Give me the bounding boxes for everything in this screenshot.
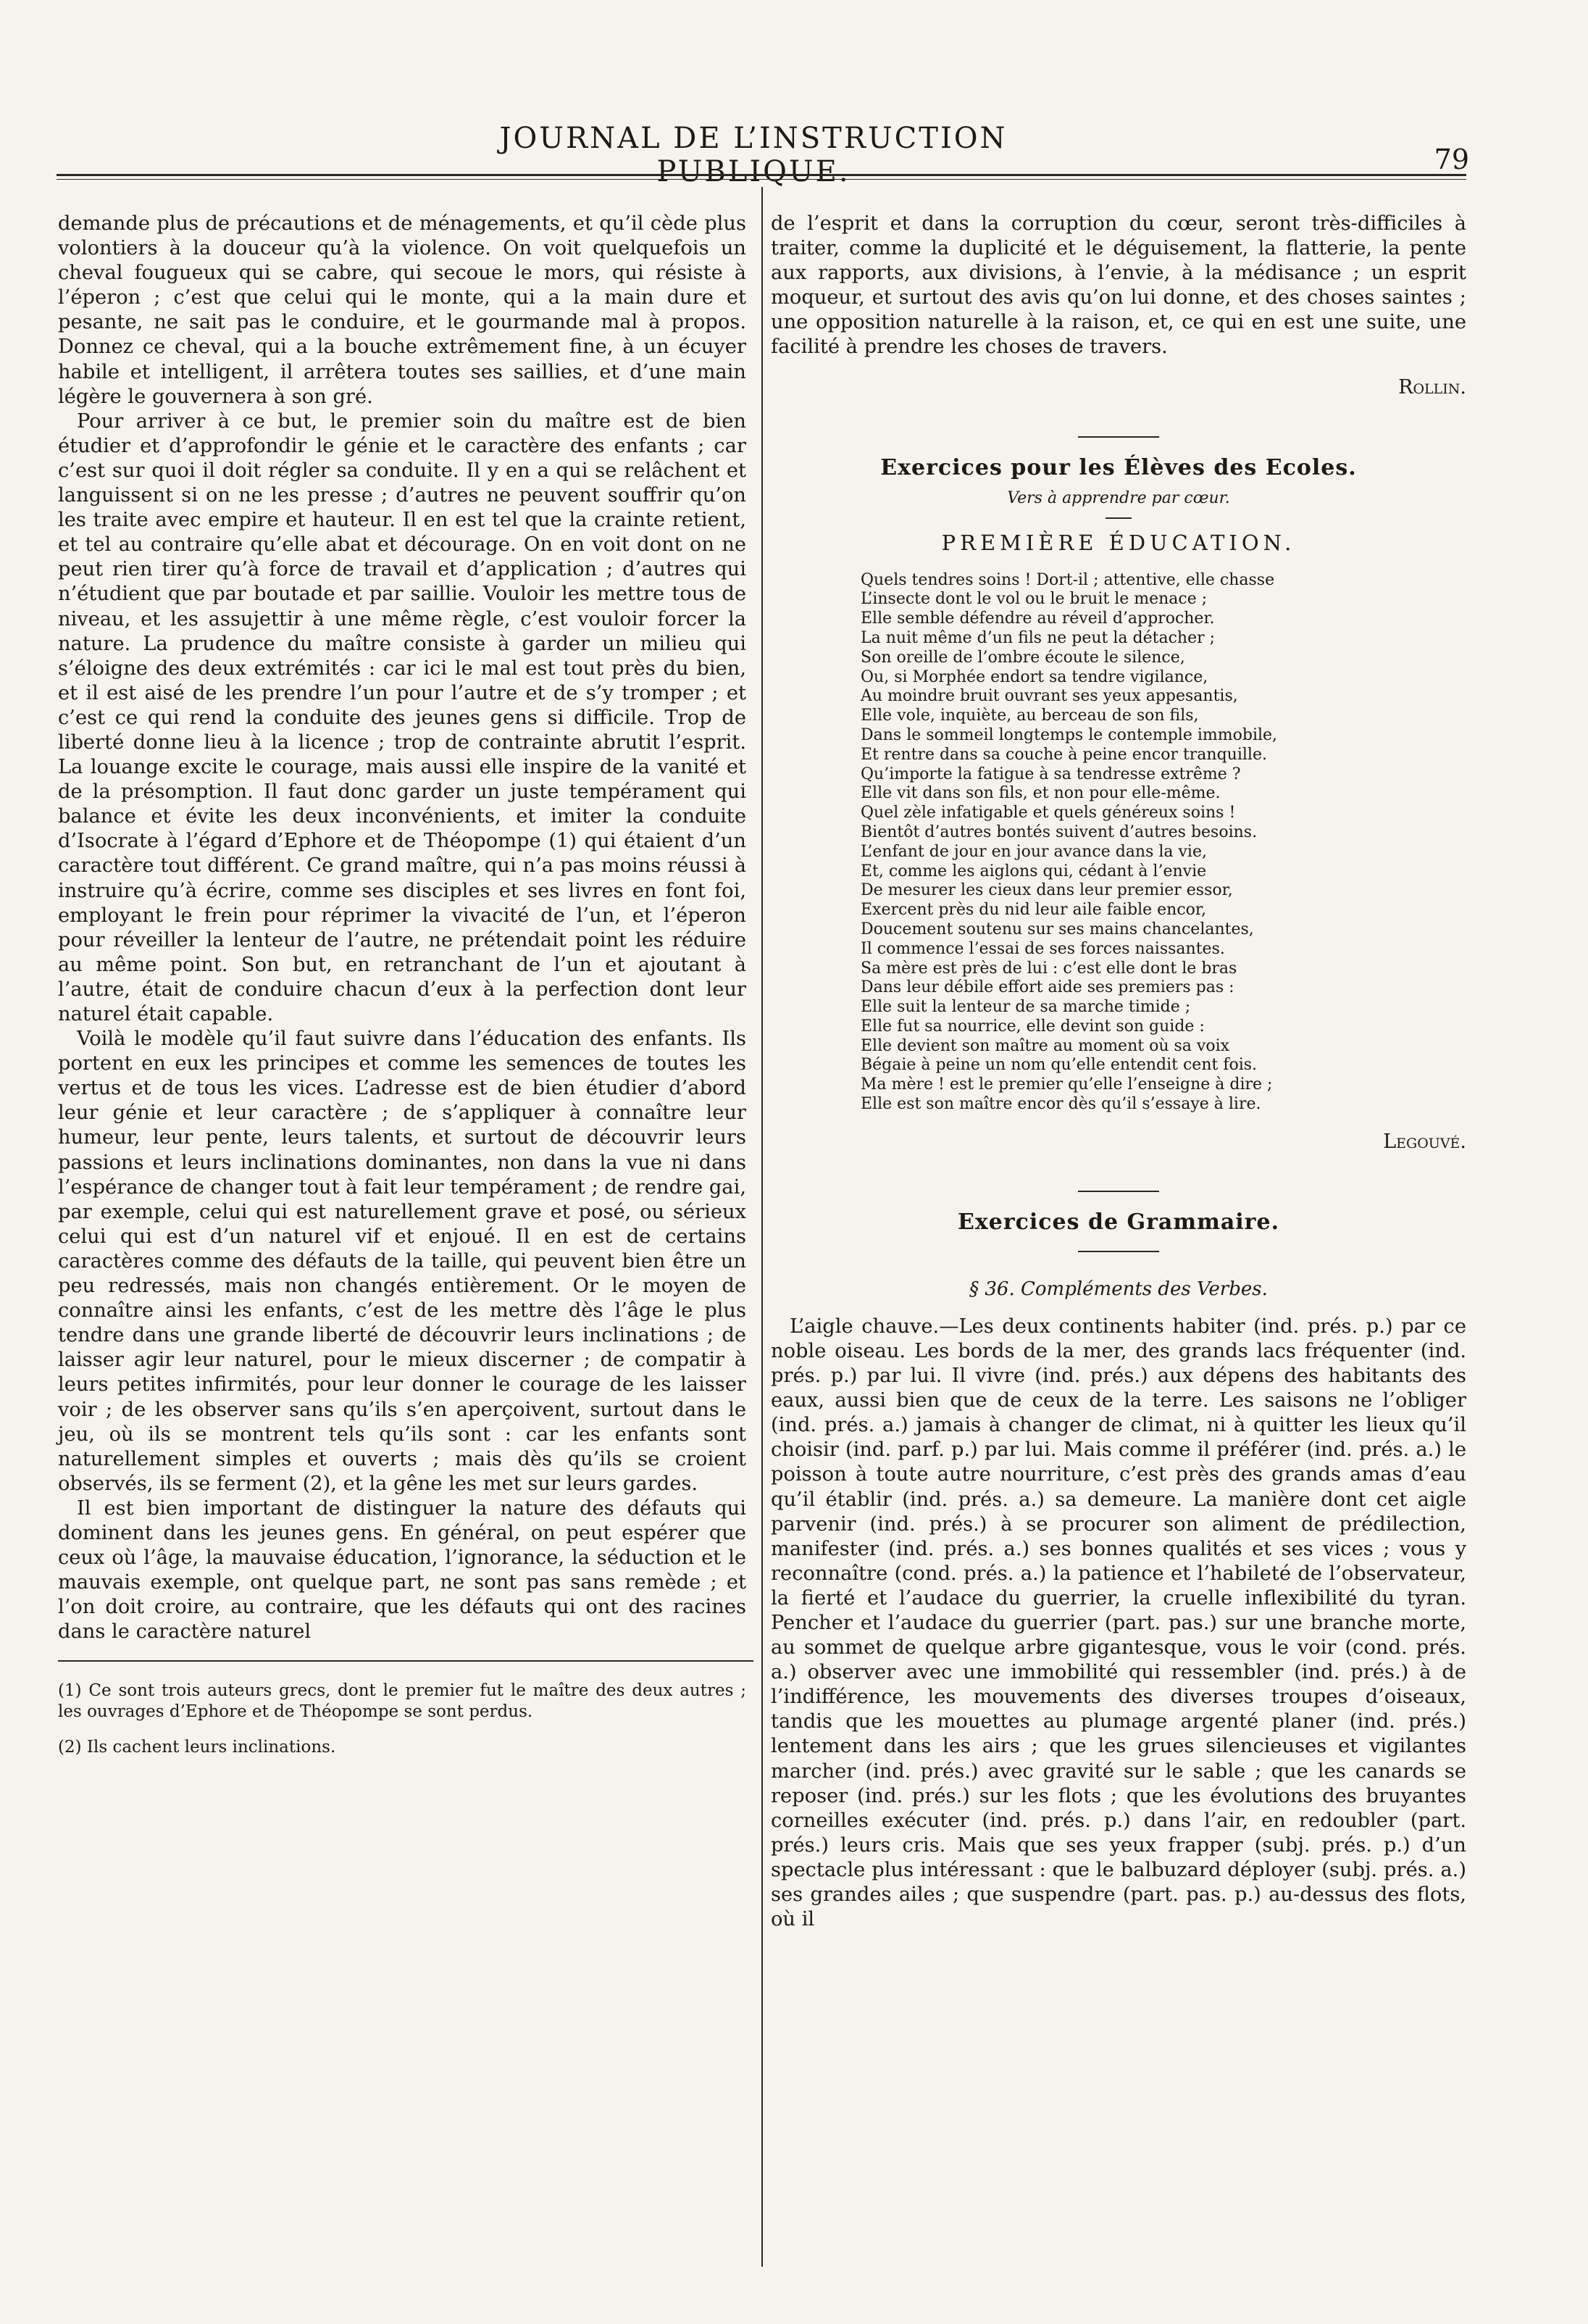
grammar-subtitle: § 36. Compléments des Verbes.	[969, 1278, 1268, 1300]
signature-rollin: Rollin.	[1398, 375, 1466, 399]
poem-line: Elle vole, inquiète, au berceau de son fils,	[861, 707, 1199, 725]
poem-line: Elle suit la lenteur de sa marche timide ;	[861, 998, 1191, 1017]
section-subtitle-vers: Vers à apprendre par cœur.	[1007, 488, 1230, 507]
section-title-eleves: Exercices pour les Élèves des Ecoles.	[880, 454, 1357, 480]
left-column	[58, 212, 746, 1758]
section-divider-3	[1078, 1251, 1159, 1252]
running-title: JOURNAL DE L’INSTRUCTION PUBLIQUE.	[499, 122, 1008, 188]
poem-line: Doucement soutenu sur ses mains chancelantes,	[861, 920, 1254, 938]
poem-line: Quels tendres soins ! Dort-il ; attentive, elle chasse	[861, 570, 1275, 589]
poem-line: Au moindre bruit ouvrant ses yeux appesantis,	[861, 687, 1238, 706]
section-divider-2	[1078, 1191, 1159, 1192]
poem-line: Bientôt d’autres bontés suivent d’autres besoins.	[861, 822, 1258, 841]
poem-line: Dans leur débile effort aide ses premiers pas :	[861, 978, 1234, 997]
poem-line: Ou, si Morphée endort sa tendre vigilance,	[861, 667, 1208, 686]
left-paragraph-4: Il est bien important de distinguer la nature des défauts qui dominent dans les jeunes gens. En général, on peut espérer que ceux où l’âge, la mauvaise éducation, l’ignorance, la séduction et le mauvais exemple, ont quelque part, ne sont pas sans remède ; et l’on doit croire, au contraire, que les défauts qui ont des racines dans le caractère naturel	[58, 1496, 746, 1644]
poem-line: Son oreille de l’ombre écoute le silence,	[861, 648, 1185, 667]
footnote-1: (1) Ce sont trois auteurs grecs, dont le premier fut le maître des deux autres ; les ouvrages d’Ephore et de Théopompe se sont perdus.	[58, 1681, 746, 1722]
right-column	[771, 212, 1466, 1932]
poem-title: PREMIÈRE ÉDUCATION.	[941, 530, 1296, 555]
poem-line: Exercent près du nid leur aile faible encor,	[861, 901, 1206, 920]
poem-line: Elle est son maître encor dès qu’il s’essaye à lire.	[861, 1095, 1261, 1114]
poem-line: Elle vit dans son fils, et non pour elle-même.	[861, 784, 1221, 803]
grammar-exercise: L’aigle chauve.—Les deux continents habiter (ind. prés. p.) par ce noble oiseau. Les bords de la mer, des grands lacs fréquenter (ind. prés. p.) par lui. Il vivre (ind. prés.) aux dépens des habitants des eaux, aussi bien que de ceux de la terre. Les saisons ne l’obliger (ind. prés. a.) jamais à changer de climat, ni à quitter les lieux qu’il choisir (ind. parf. p.) par lui. Mais comme il préférer (ind. prés. a.) le poisson à toute autre nourriture, c’est près des grands amas d’eau qu’il établir (ind. prés. a.) sa demeure. La manière dont cet aigle parvenir (ind. prés.) à se procurer son aliment de prédilection, manifester (ind. prés. a.) ses bonnes qualités et ses vices ; vous y reconnaître (cond. prés. a.) la patience et l’habileté de l’observateur, la fierté et l’audace du guerrier, la cruelle inflexibilité du tyran. Pencher et l’audace du guerrier (part. pas.) sur une branche morte, au sommet de quelque arbre gigantesque, vous le voir (cond. prés. a.) observer avec une immobilité qui ressembler (ind. prés.) à de l’indifférence, les mouvements des diverses troupes d’oiseaux, tandis que les mouettes au plumage argenté planer (ind. prés.) lentement dans les airs ; que les grues silencieuses et vigilantes marcher (ind. prés.) avec gravité sur le sable ; que les canards se reposer (ind. prés.) sur les flots ; que les évolutions des bruyantes corneilles exécuter (ind. prés. p.) dans l’air, en redoubler (part. prés.) leurs cris. Mais que ses yeux frapper (subj. prés. p.) d’un spectacle plus intéressant : que le balbuzard déployer (subj. prés. a.) ses grandes ailes ; que suspendre (part. pas. p.) au-dessus des flots, où il	[771, 1315, 1466, 1931]
column-divider	[761, 187, 763, 2267]
footnote-rule	[58, 1660, 753, 1662]
left-paragraph-1: demande plus de précautions et de ménagements, et qu’il cède plus volontiers à la douceur qu’à la violence. On voit quelquefois un cheval fougueux qui se cabre, qui secoue le mors, qui résiste à l’éperon ; c’est que celui qui le monte, qui a la main dure et pesante, ne sait pas le conduire, et le gourmande mal à propos. Donnez ce cheval, qui a la bouche extrêmement fine, à un écuyer habile et intelligent, il arrêtera toutes ses saillies, et d’une main légère le gouvernera à son gré.	[58, 212, 746, 408]
poem-line: Quel zèle infatigable et quels généreux soins !	[861, 804, 1236, 822]
signature-legouve: Legouvé.	[1383, 1130, 1466, 1153]
poem-line: Elle fut sa nourrice, elle devint son guide :	[861, 1017, 1205, 1036]
page-number: 79	[1434, 143, 1469, 175]
poem-line: Dans le sommeil longtemps le contemple immobile,	[861, 725, 1278, 744]
poem-line: Sa mère est près de lui : c’est elle dont le bras	[861, 959, 1237, 978]
poem-line: Il commence l’essai de ses forces naissantes.	[861, 939, 1225, 958]
section-title-grammaire: Exercices de Grammaire.	[957, 1209, 1280, 1235]
poem-line: L’insecte dont le vol ou le bruit le menace ;	[861, 590, 1208, 609]
poem-line: Bégaie à peine un nom qu’elle entendit cent fois.	[861, 1056, 1258, 1075]
section-divider-1	[1078, 436, 1159, 438]
poem	[861, 571, 1466, 1115]
poem-line: La nuit même d’un fils ne peut la détacher ;	[861, 628, 1216, 647]
footnote-2: (2) Ils cachent leurs inclinations.	[58, 1738, 336, 1757]
poem-line: Qu’importe la fatigue à sa tendresse extrême ?	[861, 765, 1241, 783]
poem-line: De mesurer les cieux dans leur premier essor,	[861, 881, 1233, 900]
poem-line: L’enfant de jour en jour avance dans la vie,	[861, 842, 1207, 861]
poem-line: Et, comme les aiglons qui, cédant à l’envie	[861, 862, 1207, 880]
poem-line: Et rentre dans sa couche à peine encor tranquille.	[861, 745, 1267, 764]
small-rule	[1106, 517, 1132, 519]
header-rule	[57, 174, 1466, 180]
poem-line: Ma mère ! est le premier qu’elle l’enseigne à dire ;	[861, 1075, 1273, 1094]
poem-line: Elle devient son maître au moment où sa voix	[861, 1036, 1230, 1055]
left-paragraph-3: Voilà le modèle qu’il faut suivre dans l’éducation des enfants. Ils portent en eux les principes et comme les semences de toutes les vertus et de tous les vices. L’adresse est de bien étudier d’abord leur génie et leur caractère ; de s’appliquer à connaître leur humeur, leur pente, leurs talents, et surtout de découvrir leurs passions et leurs inclinations dominantes, non dans la vue ni dans l’espérance de changer tout à fait leur tempérament ; de rendre gai, par exemple, celui qui est naturellement grave et posé, ou sérieux celui qui est d’un naturel vif et enjoué. Il en est de certains caractères comme des défauts de la taille, qui peuvent bien être un peu redressés, mais non changés entièrement. Or le moyen de connaître ainsi les enfants, c’est de les mettre dès l’âge le plus tendre dans une grande liberté de découvrir leurs inclinations ; de laisser agir leur naturel, pour le mieux discerner ; de compatir à leurs petites infirmités, pour leur donner le courage de les laisser voir ; de les observer sans qu’ils s’en aperçoivent, surtout dans le jeu, où ils se montrent tels qu’ils sont : car les enfants sont naturellement simples et ouverts ; mais dès qu’ils se croient observés, ils se ferment (2), et la gêne les met sur leurs gardes.	[58, 1028, 746, 1495]
left-paragraph-2: Pour arriver à ce but, le premier soin du maître est de bien étudier et d’approfondir le génie et le caractère des enfants ; car c’est sur quoi il doit régler sa conduite. Il y en a qui se relâchent et languissent si on ne les presse ; d’autres ne peuvent souffrir qu’on les traite avec empire et hauteur. Il en est tel que la crainte retient, et tel au contraire qu’elle abat et décourage. On en voit dont on ne peut rien tirer qu’à force de travail et d’application ; d’autres qui n’étudient que par boutade et par saillie. Vouloir les mettre tous de niveau, et les assujettir à une même règle, c’est vouloir forcer la nature. La prudence du maître consiste à garder un milieu qui s’éloigne des deux extrémités : car ici le mal est tout près du bien, et il est aisé de les prendre l’un pour l’autre et de s’y tromper ; et c’est ce qui rend la conduite des jeunes gens si difficile. Trop de liberté donne lieu à la licence ; trop de contrainte abrutit l’esprit. La louange excite le courage, mais aussi elle inspire de la vanité et de la présomption. Il faut donc garder un juste tempérament qui balance et évite les deux inconvénients, et imiter la conduite d’Isocrate à l’égard d’Ephore et de Théopompe (1) qui étaient d’un caractère tout différent. Ce grand maître, qui n’a pas moins réussi à instruire qu’à écrire, comme ses disciples et ses livres en font foi, employant le frein pour réprimer la vivacité de l’un, et l’éperon pour réveiller la lenteur de l’autre, ne prétendait point les réduire au même point. Son but, en retranchant de l’un et ajoutant à l’autre, était de conduire chacun d’eux à la perfection dont leur naturel était capable.	[58, 409, 746, 1025]
poem-line: Elle semble défendre au réveil d’approcher.	[861, 609, 1215, 628]
right-intro-paragraph: de l’esprit et dans la corruption du cœur, seront très-difficiles à traiter, comme la duplicité et le déguisement, la flatterie, la pente aux rapports, aux divisions, à l’envie, à la médisance ; un esprit moqueur, et surtout des avis qu’on lui donne, et des choses saintes ; une opposition naturelle à la raison, et, ce qui en est une suite, une facilité à prendre les choses de travers.	[771, 212, 1466, 359]
